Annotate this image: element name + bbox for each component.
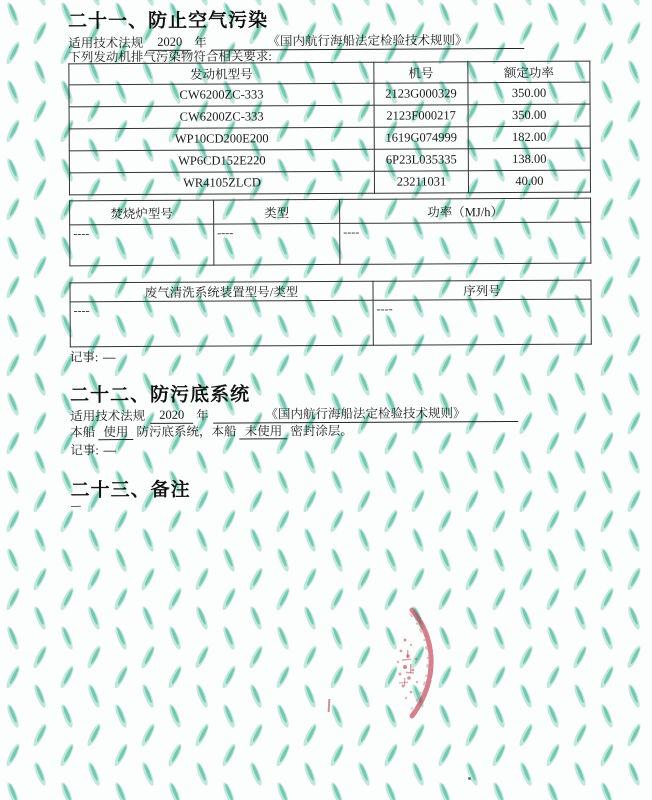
incinerator-type-header: 类型 — [214, 199, 340, 224]
engine-table-row — [69, 148, 590, 173]
law-name: 《国内航行海船法定检验技术规则》 — [211, 30, 525, 51]
law-label: 适用技术法规 — [68, 35, 144, 51]
statement-not-used-underlined: 未使用 — [240, 424, 288, 439]
antifouling-statement — [70, 421, 353, 440]
engine-table-row — [69, 104, 590, 129]
seal-character-remnants — [397, 639, 419, 700]
engine-number-cell: 1619G074999 — [374, 127, 468, 149]
section-23-value: --- — [70, 498, 81, 513]
engine-table-row — [69, 170, 590, 195]
section-22-notes — [70, 440, 115, 458]
engine-model-cell: WR4105ZLCD — [69, 171, 374, 195]
engine-table-row — [69, 82, 590, 107]
engine-model-cell: CW6200ZC-333 — [69, 105, 374, 129]
section-21-notes — [70, 347, 115, 365]
law-year: 2020 — [148, 35, 191, 51]
egcs-table-value-row — [70, 299, 591, 347]
section-23-title: 二十三、备注 — [70, 479, 191, 502]
law-year-unit: 年 — [196, 408, 209, 423]
red-seal-stamp — [383, 604, 483, 724]
incinerator-power-value: ---- — [340, 222, 591, 264]
engine-table-row — [69, 126, 590, 151]
engine-number-cell: 2123F000217 — [374, 105, 468, 127]
statement-part: 密封涂层。 — [290, 423, 353, 439]
notes-value: ---- — [102, 350, 116, 365]
egcs-table — [69, 280, 591, 348]
incinerator-model-value: ---- — [70, 224, 214, 266]
law-year-unit: 年 — [194, 35, 207, 50]
incinerator-table-value-row — [70, 222, 591, 266]
incinerator-table — [69, 198, 591, 267]
incinerator-model-header: 焚烧炉型号 — [70, 200, 214, 225]
egcs-model-header: 废气清洗系统装置型号/类型 — [70, 281, 373, 302]
law-label: 适用技术法规 — [70, 408, 146, 424]
statement-used-underlined: 使用 — [98, 425, 133, 440]
notes-label: 记事: — [69, 350, 99, 365]
engines-intro: 下列发动机排气污染物符合相关要求: — [68, 49, 272, 65]
engine-number-cell: 2123G000329 — [374, 83, 468, 105]
engine-model-header: 发动机型号 — [69, 62, 374, 85]
engine-number-cell: 6P23L035335 — [374, 149, 468, 171]
rated-power-cell: 138.00 — [468, 148, 590, 171]
rated-power-cell: 350.00 — [468, 104, 590, 127]
incinerator-type-value: ---- — [214, 223, 340, 265]
notes-value: ---- — [102, 443, 116, 458]
section-22-title: 二十二、防污底系统 — [70, 384, 251, 407]
egcs-model-value: ---- — [70, 300, 373, 347]
statement-part: 防污底系统，本船 — [136, 424, 237, 439]
rated-power-cell: 182.00 — [468, 126, 590, 149]
law-year: 2020 — [150, 408, 193, 424]
section-21-title: 二十一、防止空气污染 — [68, 10, 269, 33]
engine-model-cell: WP10CD200E200 — [69, 127, 374, 151]
rated-power-header: 额定功率 — [468, 61, 590, 83]
engine-number-header: 机号 — [374, 62, 468, 83]
scan-speck — [468, 777, 471, 780]
incinerator-table-header-row — [70, 198, 591, 225]
rated-power-cell: 350.00 — [468, 82, 590, 105]
engine-number-cell: 23211031 — [374, 171, 468, 193]
incinerator-power-header: 功率（MJ/h） — [340, 198, 591, 223]
egcs-serial-header: 序列号 — [373, 280, 591, 300]
engine-table-header-row — [69, 61, 590, 85]
egcs-serial-value: ---- — [373, 299, 591, 345]
rated-power-cell: 40.00 — [468, 170, 590, 193]
engine-model-cell: CW6200ZC-333 — [69, 83, 374, 107]
notes-label: 记事: — [70, 443, 99, 458]
law-name: 《国内航行海船法定检验技术规则》 — [213, 403, 519, 424]
statement-part: 本船 — [70, 425, 96, 440]
engine-table — [68, 61, 591, 196]
engine-model-cell: WP6CD152E220 — [69, 149, 374, 173]
